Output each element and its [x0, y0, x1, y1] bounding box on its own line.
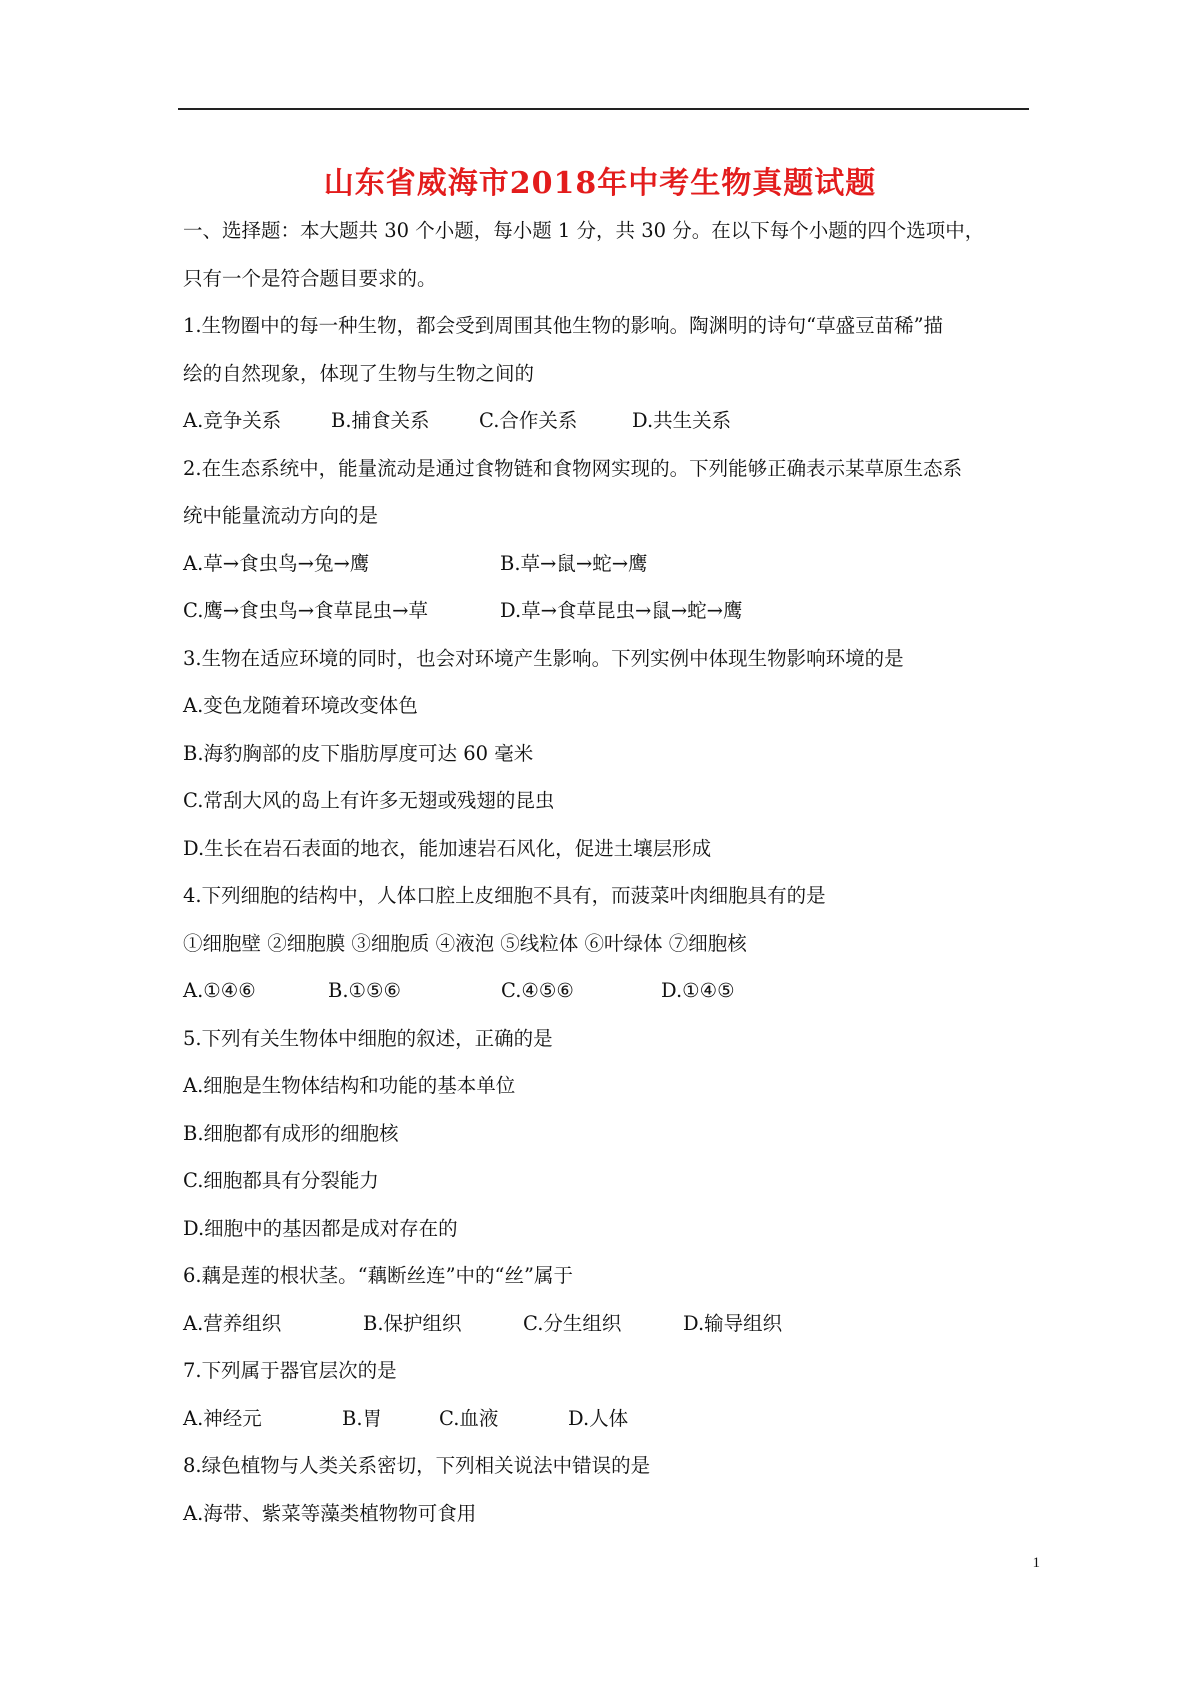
q6-option-a: A.营养组织 — [183, 1311, 282, 1335]
page-number: 1 — [1032, 1555, 1040, 1571]
q1-stem-line-1: 1.生物圈中的每一种生物，都会受到周围其他生物的影响。陶渊明的诗句“草盛豆苗稀”描 — [183, 314, 944, 337]
q5-option-a: A.细胞是生物体结构和功能的基本单位 — [183, 1074, 516, 1097]
q4-option-c: C.④⑤⑥ — [501, 979, 574, 1002]
q2-options-row-1 — [183, 549, 1033, 597]
q6-stem: 6.藕是莲的根状茎。“藕断丝连”中的“丝”属于 — [183, 1264, 573, 1287]
q6-option-b: B.保护组织 — [363, 1311, 462, 1335]
q3-option-d: D.生长在岩石表面的地衣，能加速岩石风化，促进土壤层形成 — [183, 836, 712, 860]
q8-stem: 8.绿色植物与人类关系密切，下列相关说法中错误的是 — [183, 1454, 651, 1477]
q2-stem-line-2: 统中能量流动方向的是 — [183, 504, 379, 527]
q6-option-d: D.输导组织 — [683, 1311, 783, 1335]
q5-option-c: C.细胞都具有分裂能力 — [183, 1169, 379, 1192]
q2-option-c: C.鹰→食虫鸟→食草昆虫→草 — [183, 599, 428, 622]
q1-option-a: A.竞争关系 — [183, 409, 282, 432]
q8-option-a: A.海带、紫菜等藻类植物物可食用 — [183, 1501, 477, 1525]
q4-option-b: B.①⑤⑥ — [328, 979, 401, 1002]
q3-stem: 3.生物在适应环境的同时，也会对环境产生影响。下列实例中体现生物影响环境的是 — [183, 646, 904, 670]
q7-stem: 7.下列属于器官层次的是 — [183, 1359, 397, 1382]
section-header-line-2: 只有一个是符合题目要求的。 — [183, 266, 437, 290]
q1-option-d: D.共生关系 — [632, 409, 732, 432]
q7-option-b: B.胃 — [342, 1406, 383, 1430]
q1-option-c: C.合作关系 — [479, 409, 578, 432]
q2-stem-line-1: 2.在生态系统中，能量流动是通过食物链和食物网实现的。下列能够正确表示某草原生态系 — [183, 456, 963, 480]
q4-options — [183, 976, 1033, 1024]
q4-stem: 4.下列细胞的结构中，人体口腔上皮细胞不具有，而菠菜叶肉细胞具有的是 — [183, 884, 826, 907]
q2-option-d: D.草→食草昆虫→鼠→蛇→鹰 — [500, 599, 743, 622]
q2-options-row-2 — [183, 596, 1033, 644]
section-header-line-1: 一、选择题：本大题共 30 个小题，每小题 1 分，共 30 分。在以下每个小题的四个选项中， — [183, 219, 985, 242]
q5-stem: 5.下列有关生物体中细胞的叙述，正确的是 — [183, 1026, 553, 1050]
q7-option-a: A.神经元 — [183, 1406, 262, 1430]
q5-option-d: D.细胞中的基因都是成对存在的 — [183, 1216, 458, 1240]
q3-option-c: C.常刮大风的岛上有许多无翅或残翅的昆虫 — [183, 789, 555, 812]
q2-option-b: B.草→鼠→蛇→鹰 — [500, 551, 648, 575]
exam-content — [183, 216, 1033, 1546]
q2-option-a: A.草→食虫鸟→兔→鹰 — [183, 551, 370, 575]
q7-option-d: D.人体 — [568, 1406, 629, 1430]
q3-option-b: B.海豹胸部的皮下脂肪厚度可达 60 毫米 — [183, 741, 534, 765]
q7-options — [183, 1404, 1033, 1452]
q5-option-b: B.细胞都有成形的细胞核 — [183, 1121, 399, 1145]
q1-stem-line-2: 绘的自然现象，体现了生物与生物之间的 — [183, 361, 535, 385]
q3-option-a: A.变色龙随着环境改变体色 — [183, 694, 418, 717]
q6-options — [183, 1309, 1033, 1357]
q4-items: ①细胞壁 ②细胞膜 ③细胞质 ④液泡 ⑤线粒体 ⑥叶绿体 ⑦细胞核 — [183, 931, 747, 955]
q1-options — [183, 406, 1033, 454]
q6-option-c: C.分生组织 — [523, 1311, 622, 1335]
q1-option-b: B.捕食关系 — [331, 409, 430, 432]
header-rule — [178, 108, 1029, 110]
q4-option-d: D.①④⑤ — [661, 979, 735, 1002]
page-title: 山东省威海市2018年中考生物真题试题 — [323, 166, 877, 201]
q4-option-a: A.①④⑥ — [183, 979, 256, 1002]
q7-option-c: C.血液 — [439, 1406, 499, 1430]
